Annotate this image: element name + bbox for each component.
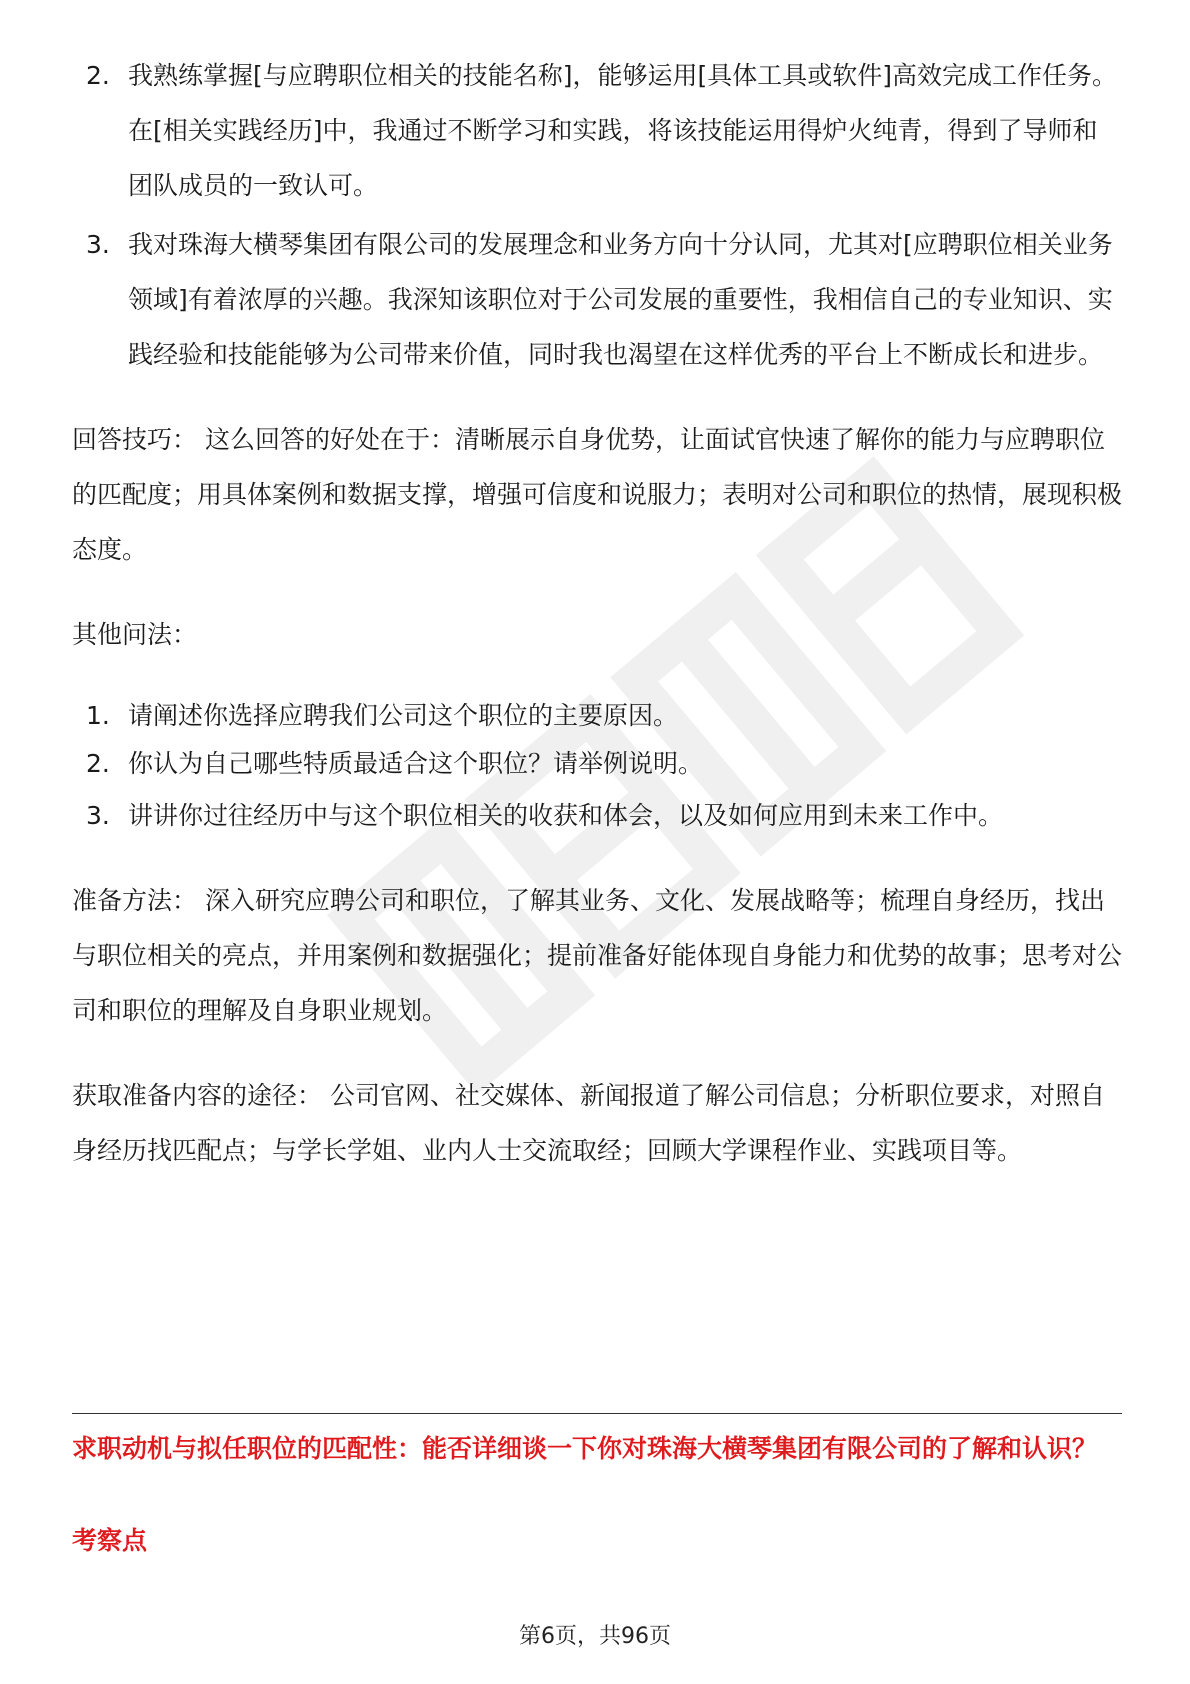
assessment-point-heading: 考察点 — [72, 1526, 148, 1555]
section-divider — [72, 1413, 1122, 1414]
list-item-text: 我对珠海大横琴集团有限公司的发展理念和业务方向十分认同，尤其对[应聘职位相关业务领域]有着浓厚的兴趣。我深知该职位对于公司发展的重要性，我相信自己的专业知识、实践经验和技能能够为公司带来价值，同时我也渴望在这样优秀的平台上不断成长和进步。 — [128, 230, 1113, 369]
list-item — [72, 217, 1122, 382]
list-item-number: 3. — [86, 230, 110, 259]
list-item — [72, 692, 1122, 740]
list-item-text: 你认为自己哪些特质最适合这个职位？请举例说明。 — [128, 749, 704, 778]
other-questions-label: 其他问法： — [72, 620, 198, 649]
page-number: 第6页，共96页 — [519, 1624, 671, 1649]
list-item-text: 讲讲你过往经历中与这个职位相关的收获和体会，以及如何应用到未来工作中。 — [128, 801, 1004, 830]
question-heading: 求职动机与拟任职位的匹配性：能否详细谈一下你对珠海大横琴集团有限公司的了解和认识？ — [72, 1434, 1098, 1463]
other-questions-list — [72, 692, 1122, 843]
list-item-text: 我熟练掌握[与应聘职位相关的技能名称]，能够运用[具体工具或软件]高效完成工作任务。在[相关实践经历]中，我通过不断学习和实践，将该技能运用得炉火纯青，得到了导师和团队成员的一致认可。 — [128, 61, 1118, 200]
list-item-number: 2. — [86, 61, 110, 90]
list-item — [72, 740, 1122, 788]
preparation-source-paragraph: 获取准备内容的途径： 公司官网、社交媒体、新闻报道了解公司信息；分析职位要求，对照自身经历找匹配点；与学长学姐、业内人士交流取经；回顾大学课程作业、实践项目等。 — [72, 1081, 1105, 1165]
list-item — [72, 788, 1122, 843]
list-item-number: 1. — [86, 701, 110, 730]
main-content — [72, 48, 1122, 1178]
preparation-method-paragraph: 准备方法： 深入研究应聘公司和职位，了解其业务、文化、发展战略等；梳理自身经历，找出与职位相关的亮点，并用案例和数据强化；提前准备好能体现自身能力和优势的故事；思考对公司和职位的理解及自身职业规划。 — [72, 886, 1123, 1025]
answer-tips-paragraph: 回答技巧： 这么回答的好处在于：清晰展示自身优势，让面试官快速了解你的能力与应聘职位的匹配度；用具体案例和数据支撑，增强可信度和说服力；表明对公司和职位的热情，展现积极态度。 — [72, 425, 1123, 564]
answer-list — [72, 48, 1122, 382]
list-item-text: 请阐述你选择应聘我们公司这个职位的主要原因。 — [128, 701, 679, 730]
list-item-number: 2. — [86, 749, 110, 778]
list-item-number: 3. — [86, 801, 110, 830]
list-item — [72, 48, 1122, 213]
